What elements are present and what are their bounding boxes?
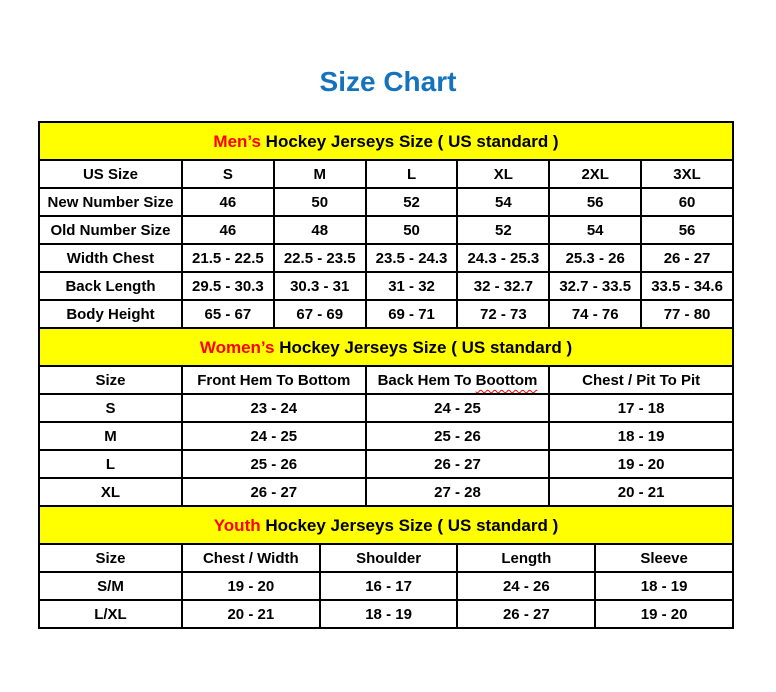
- cell: 52: [366, 188, 458, 216]
- cell: 18 - 19: [595, 572, 733, 600]
- cell: 19 - 20: [182, 572, 320, 600]
- misspelled-word: Boottom: [475, 372, 538, 389]
- column-header: Front Hem To Bottom: [182, 366, 366, 394]
- section-mens: [38, 121, 734, 329]
- cell: 50: [274, 188, 366, 216]
- cell: 26 - 27: [457, 600, 595, 628]
- cell: 50: [366, 216, 458, 244]
- cell: 77 - 80: [641, 300, 733, 328]
- column-header: Size: [39, 366, 182, 394]
- cell: 54: [549, 216, 641, 244]
- section-heading-youth: [38, 505, 734, 543]
- column-header-row: [39, 160, 733, 188]
- cell: 56: [641, 216, 733, 244]
- cell: 46: [182, 216, 274, 244]
- cell: 21.5 - 22.5: [182, 244, 274, 272]
- row-header: M: [39, 422, 182, 450]
- section-heading-womens: [38, 327, 734, 365]
- cell: 18 - 19: [549, 422, 733, 450]
- cell: 65 - 67: [182, 300, 274, 328]
- cell: 23.5 - 24.3: [366, 244, 458, 272]
- cell: 74 - 76: [549, 300, 641, 328]
- table-row: [39, 450, 733, 478]
- table-row: [39, 216, 733, 244]
- column-header-row: [39, 366, 733, 394]
- cell: 20 - 21: [549, 478, 733, 506]
- table-row: [39, 478, 733, 506]
- cell: 32.7 - 33.5: [549, 272, 641, 300]
- column-header: Sleeve: [595, 544, 733, 572]
- cell: 24.3 - 25.3: [457, 244, 549, 272]
- cell: 31 - 32: [366, 272, 458, 300]
- column-header: Back Hem To Boottom: [366, 366, 550, 394]
- section-heading-accent: Men’s: [213, 132, 261, 151]
- cell: 25.3 - 26: [549, 244, 641, 272]
- row-header: XL: [39, 478, 182, 506]
- column-header: Size: [39, 544, 182, 572]
- row-header: Width Chest: [39, 244, 182, 272]
- column-header: US Size: [39, 160, 182, 188]
- cell: 29.5 - 30.3: [182, 272, 274, 300]
- cell: 19 - 20: [595, 600, 733, 628]
- table-row: [39, 272, 733, 300]
- cell: 26 - 27: [366, 450, 550, 478]
- column-header: 2XL: [549, 160, 641, 188]
- table-youth: [38, 543, 734, 629]
- cell: 23 - 24: [182, 394, 366, 422]
- section-heading-text: Hockey Jerseys Size ( US standard ): [260, 516, 559, 535]
- table-row: [39, 244, 733, 272]
- cell: 24 - 25: [366, 394, 550, 422]
- table-row: [39, 394, 733, 422]
- section-heading-accent: Women’s: [199, 338, 275, 357]
- cell: 26 - 27: [182, 478, 366, 506]
- cell: 22.5 - 23.5: [274, 244, 366, 272]
- section-womens: [38, 327, 734, 507]
- column-header: L: [366, 160, 458, 188]
- cell: 54: [457, 188, 549, 216]
- table-row: [39, 188, 733, 216]
- section-heading-text: Hockey Jerseys Size ( US standard ): [274, 338, 573, 357]
- cell: 26 - 27: [641, 244, 733, 272]
- cell: 19 - 20: [549, 450, 733, 478]
- page-title: Size Chart: [319, 66, 457, 97]
- cell: 52: [457, 216, 549, 244]
- column-header: Chest / Width: [182, 544, 320, 572]
- section-heading-mens: [38, 121, 734, 159]
- cell: 17 - 18: [549, 394, 733, 422]
- table-row: [39, 600, 733, 628]
- table-row: [39, 300, 733, 328]
- table-row: [39, 572, 733, 600]
- cell: 20 - 21: [182, 600, 320, 628]
- row-header: L/XL: [39, 600, 182, 628]
- cell: 18 - 19: [320, 600, 458, 628]
- cell: 48: [274, 216, 366, 244]
- column-header-row: [39, 544, 733, 572]
- row-header: Body Height: [39, 300, 182, 328]
- cell: 25 - 26: [366, 422, 550, 450]
- cell: 56: [549, 188, 641, 216]
- row-header: S: [39, 394, 182, 422]
- row-header: L: [39, 450, 182, 478]
- cell: 32 - 32.7: [457, 272, 549, 300]
- table-womens: [38, 365, 734, 507]
- cell: 24 - 25: [182, 422, 366, 450]
- cell: 72 - 73: [457, 300, 549, 328]
- column-header: XL: [457, 160, 549, 188]
- column-header: M: [274, 160, 366, 188]
- column-header: Length: [457, 544, 595, 572]
- section-heading-accent: Youth: [213, 516, 261, 535]
- column-header: 3XL: [641, 160, 733, 188]
- cell: 24 - 26: [457, 572, 595, 600]
- column-header: Chest / Pit To Pit: [549, 366, 733, 394]
- cell: 30.3 - 31: [274, 272, 366, 300]
- cell: 60: [641, 188, 733, 216]
- section-youth: [38, 505, 734, 629]
- section-heading-text: Hockey Jerseys Size ( US standard ): [260, 132, 559, 151]
- row-header: New Number Size: [39, 188, 182, 216]
- size-chart: [38, 121, 734, 629]
- cell: 67 - 69: [274, 300, 366, 328]
- column-header: S: [182, 160, 274, 188]
- cell: 25 - 26: [182, 450, 366, 478]
- table-row: [39, 422, 733, 450]
- table-mens: [38, 159, 734, 329]
- cell: 16 - 17: [320, 572, 458, 600]
- row-header: Old Number Size: [39, 216, 182, 244]
- row-header: S/M: [39, 572, 182, 600]
- cell: 46: [182, 188, 274, 216]
- cell: 69 - 71: [366, 300, 458, 328]
- row-header: Back Length: [39, 272, 182, 300]
- cell: 33.5 - 34.6: [641, 272, 733, 300]
- column-header: Shoulder: [320, 544, 458, 572]
- cell: 27 - 28: [366, 478, 550, 506]
